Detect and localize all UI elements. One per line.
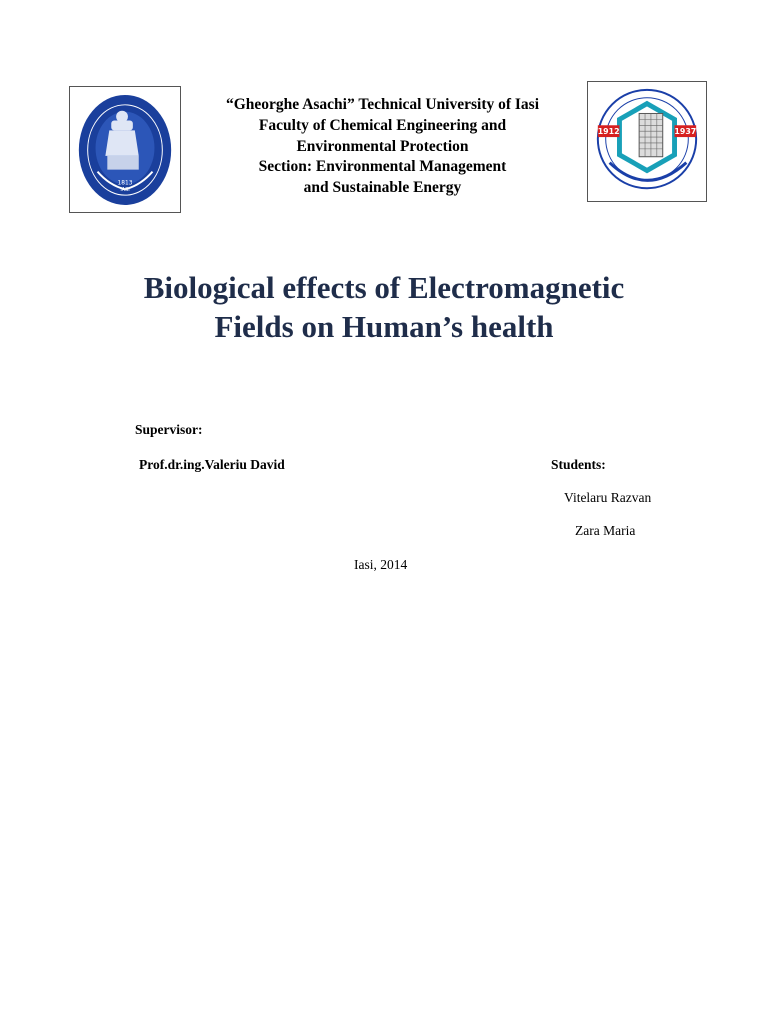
university-logo — [69, 86, 181, 213]
students-label: Students: — [551, 457, 606, 472]
institution-header — [185, 95, 580, 199]
header-line: “Gheorghe Asachi” Technical University of Iasi — [225, 96, 540, 113]
header-line: Environmental Protection — [296, 137, 469, 155]
university-seal-icon — [70, 87, 180, 212]
document-title — [84, 268, 684, 346]
header-line: and Sustainable Energy — [303, 179, 462, 197]
student-name: Zara Maria — [575, 523, 636, 538]
student-name: Vitelaru Razvan — [564, 490, 652, 505]
header-line: Faculty of Chemical Engineering and — [258, 116, 507, 134]
place-date: Iasi, 2014 — [354, 557, 408, 572]
header-line: Section: Environmental Management — [258, 158, 507, 176]
supervisor-name: Prof.dr.ing.Valeriu David — [139, 457, 285, 472]
supervisor-label: Supervisor: — [135, 422, 203, 437]
svg-text:1937: 1937 — [674, 127, 697, 137]
title-line: Biological effects of Electromagnetic — [143, 270, 625, 305]
title-line: Fields on Human’s health — [214, 309, 554, 344]
faculty-emblem-icon — [588, 82, 706, 201]
svg-text:1813: 1813 — [117, 180, 133, 187]
svg-text:1912: 1912 — [597, 127, 620, 137]
svg-text:IASI: IASI — [120, 187, 130, 194]
faculty-logo — [587, 81, 707, 202]
